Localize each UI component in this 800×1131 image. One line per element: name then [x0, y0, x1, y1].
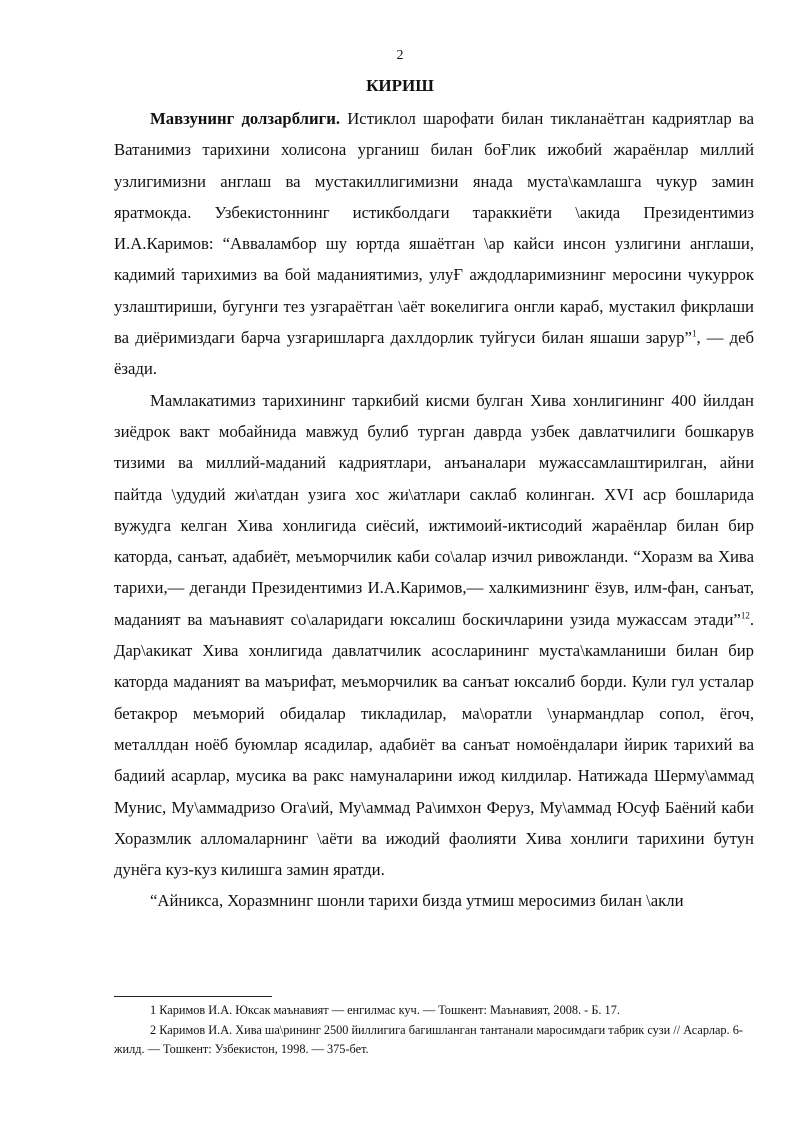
section-heading: КИРИШ: [366, 76, 434, 95]
paragraph-lead: Мавзунинг долзарблиги.: [150, 109, 340, 128]
paragraph-khorezm: [114, 885, 754, 916]
paragraph-text-continued: . Дар\акикат Хива хонлигида давлатчилик асосларининг муста\камланиши билан бир каторда маданият ва маърифат, меъморчилик ва санъат юксалиб борди. Кули гул усталар бетакрор меъморий обидалар тикладилар, ма\оратли \унармандлар сопол, ёгоч, металлдан ноёб буюмлар ясадилар, адабиёт ва санъат номоёндалари йирик тарихий ва бадиий асарлар, мусика ва ракс намуналарини ижод килдилар. Натижада Шерму\аммад Мунис, Му\аммадризо Ога\ий, Му\аммад Ра\имхон Феруз, Му\аммад Юсуф Баёний каби Хоразмлик алломаларнинг \аёти ва ижодий фаолияти Хива хонлиги тарихини бутун дунёга куз-куз килишга замин яратди.: [114, 609, 754, 880]
page-number: 2: [396, 48, 404, 63]
body-text: [114, 103, 754, 917]
footnote-1: 1 Каримов И.А. Юксак маънавият — енгилмас куч. — Тошкент: Маънавият, 2008. - Б. 17.: [150, 1003, 620, 1017]
paragraph-relevance: [114, 103, 754, 385]
footnote-marker: 12: [740, 610, 750, 621]
paragraph-text: “Айникса, Хоразмнинг шонли тарихи бизда утмиш меросимиз билан \акли: [150, 891, 684, 911]
footnote-separator: [114, 996, 272, 997]
footnote-marker: 1: [691, 328, 697, 339]
footnote-2: 2 Каримов И.А. Хива ша\рининг 2500 йиллигига багишланган тантанали маросимдаги табрик сузи // Асарлар. 6-жилд. — Тошкент: Узбекистон, 1998. — 375-бет.: [114, 1022, 743, 1056]
paragraph-khiva-history: [114, 385, 754, 886]
paragraph-text-continued: , — деб ёзади.: [114, 328, 755, 379]
footnotes: [114, 1001, 754, 1060]
paragraph-text: Мамлакатимиз тарихининг таркибий кисми булган Хива хонлигининг 400 йилдан зиёдрок вакт мобайнида мавжуд булиб турган даврда узбек давлатчилиги бошкарув тизими ва миллий-маданий кадриятлари, анъаналари мужассамлаштирилган, айни пайтда \удудий жи\атдан узига хос жи\атлари саклаб колинган. XVI аср бошларида вужудга келган Хива хонлигида сиёсий, ижтимоий-иктисодий жараёнлар билан бир каторда, санъат, адабиёт, меъморчилик каби со\алар изчил ривожланди. “Хоразм ва Хива тарихи,— деганди Президентимиз И.А.Каримов,— халкимизнинг ёзув, илм-фан, санъат, маданият ва маънавият со\аларидаги юксалиш боскичларини узида мужассам этади”: [114, 390, 754, 629]
paragraph-text: Истиклол шарофати билан тикланаётган кадриятлар ва Ватанимиз тарихини холисона урганиш билан боҒлик ижобий жараёнлар миллий узлигимизни англаш ва мустакиллигимизни янада муста\камлашга чукур замин яратмокда. Узбекистоннинг истикболдаги тараккиёти \акида Президентимиз И.А.Каримов: “Авваламбор шу юртда яшаётган \ар кайси инсон узлигини англаши, кадимий тарихимиз ва бой маданиятимиз, улуҒ аждодларимизнинг меросини чукуррок узлаштириши, бугунги тез узгараётган \аёт вокелигига онгли караб, мустакил фикрлаши ва диёримиздаги барча узгаришларга дахлдорлик туйгуси билан яшаши зарур”: [114, 109, 754, 348]
